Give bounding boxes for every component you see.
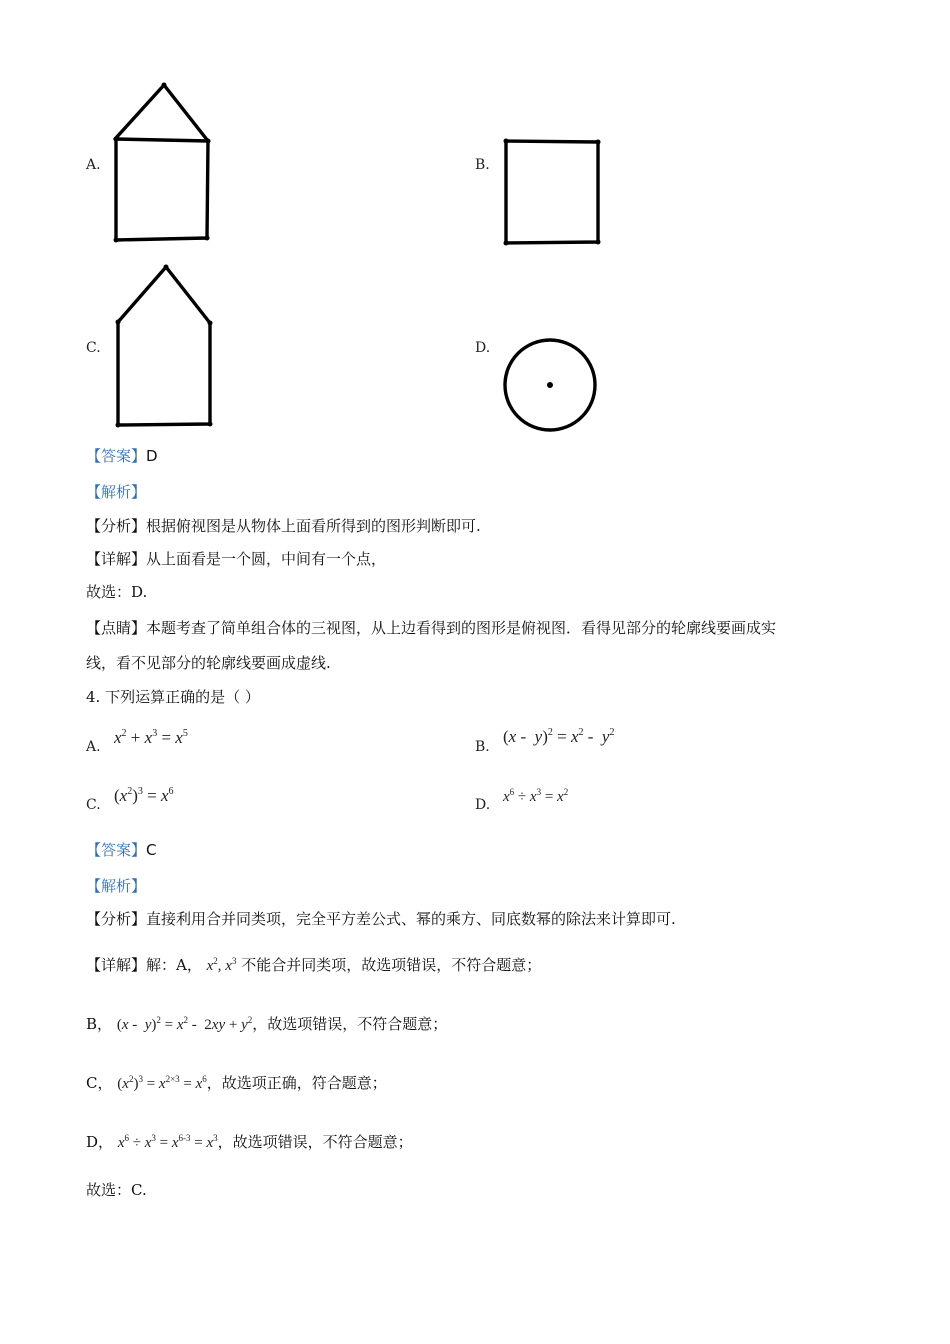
q4-xiangjie-expr: $x^2$, $x^3$ <box>206 956 237 974</box>
q4-answer-tag: 【答案】 <box>86 841 147 859</box>
q3-guxuan: 故选：D. <box>86 583 148 601</box>
q4-analysis-tag: 【解析】 <box>86 877 147 895</box>
q4-step-d-expr: $x^6 \div x^3 = x^{6-3} = x^3$ <box>117 1133 218 1151</box>
q4-answer-value: C <box>146 841 157 859</box>
q4-answer <box>86 840 157 860</box>
q4-step-b <box>86 1014 447 1035</box>
q3-option-c-label: C. <box>86 340 101 356</box>
q3-xiangjie: 【详解】从上面看是一个圆，中间有一个点， <box>86 550 387 568</box>
q3-option-d-label: D. <box>475 340 491 356</box>
q3-option-a-figure <box>105 78 220 248</box>
q4-stem: 4. 下列运算正确的是（ ） <box>86 688 260 706</box>
q4-fenxi: 【分析】直接利用合并同类项，完全平方差公式、幂的乘方、同底数幂的除法来计算即可. <box>86 910 676 928</box>
q4-xiangjie <box>86 955 541 976</box>
q4-step-d-prefix: D， <box>86 1133 114 1151</box>
q4-option-c-label: C. <box>86 797 101 813</box>
q4-option-b-label: B. <box>475 739 490 755</box>
q3-option-a-label: A. <box>86 157 101 173</box>
q4-step-b-expr: $(x - y)^2 = x^2 - 2xy + y^2$ <box>116 1015 253 1033</box>
q3-dianjing-line2: 线，看不见部分的轮廓线要画成虚线. <box>86 654 331 672</box>
q4-step-c-suffix: ，故选项正确，符合题意； <box>206 1074 387 1092</box>
q4-option-c-expr: $(x^2)^3 = x^6$ <box>114 786 174 805</box>
q3-option-d-figure <box>495 330 607 442</box>
q4-step-d <box>86 1132 413 1153</box>
q4-option-a-expr: $x^2 + x^3 = x^5$ <box>114 728 188 747</box>
q4-step-b-suffix: ，故选项错误，不符合题意； <box>252 1015 448 1033</box>
q3-dianjing-line1: 【点睛】本题考查了简单组合体的三视图，从上边看得到的图形是俯视图．看得见部分的轮廓线要画成实 <box>86 619 777 637</box>
q4-step-c <box>86 1073 387 1094</box>
q4-step-b-prefix: B， <box>86 1015 113 1033</box>
q4-option-a-label: A. <box>86 739 101 755</box>
q4-step-d-suffix: ，故选项错误，不符合题意； <box>217 1133 413 1151</box>
q3-answer-tag: 【答案】 <box>86 447 147 465</box>
q3-answer <box>86 446 158 466</box>
q3-analysis-tag: 【解析】 <box>86 483 147 501</box>
q3-fenxi: 【分析】根据俯视图是从物体上面看所得到的图形判断即可. <box>86 517 481 535</box>
q4-step-c-expr: $(x^2)^3 = x^{2\times 3} = x^6$ <box>117 1074 207 1092</box>
q4-option-b-expr: $(x - y)^2 = x^2 - y^2$ <box>503 727 615 746</box>
q4-option-d-label: D. <box>475 797 491 813</box>
q3-option-b-figure <box>495 130 610 250</box>
q4-option-d-expr: $x^6 \div x^3 = x^2$ <box>503 787 569 805</box>
q4-step-c-prefix: C， <box>86 1074 113 1092</box>
q4-xiangjie-prefix: 【详解】解：A， <box>86 956 202 974</box>
q4-xiangjie-a-suffix: 不能合并同类项，故选项错误，不符合题意； <box>241 956 542 974</box>
q3-option-b-label: B. <box>475 157 490 173</box>
q3-answer-value: D <box>146 447 158 465</box>
q4-guxuan: 故选：C. <box>86 1181 147 1199</box>
q3-option-c-figure <box>105 255 220 435</box>
